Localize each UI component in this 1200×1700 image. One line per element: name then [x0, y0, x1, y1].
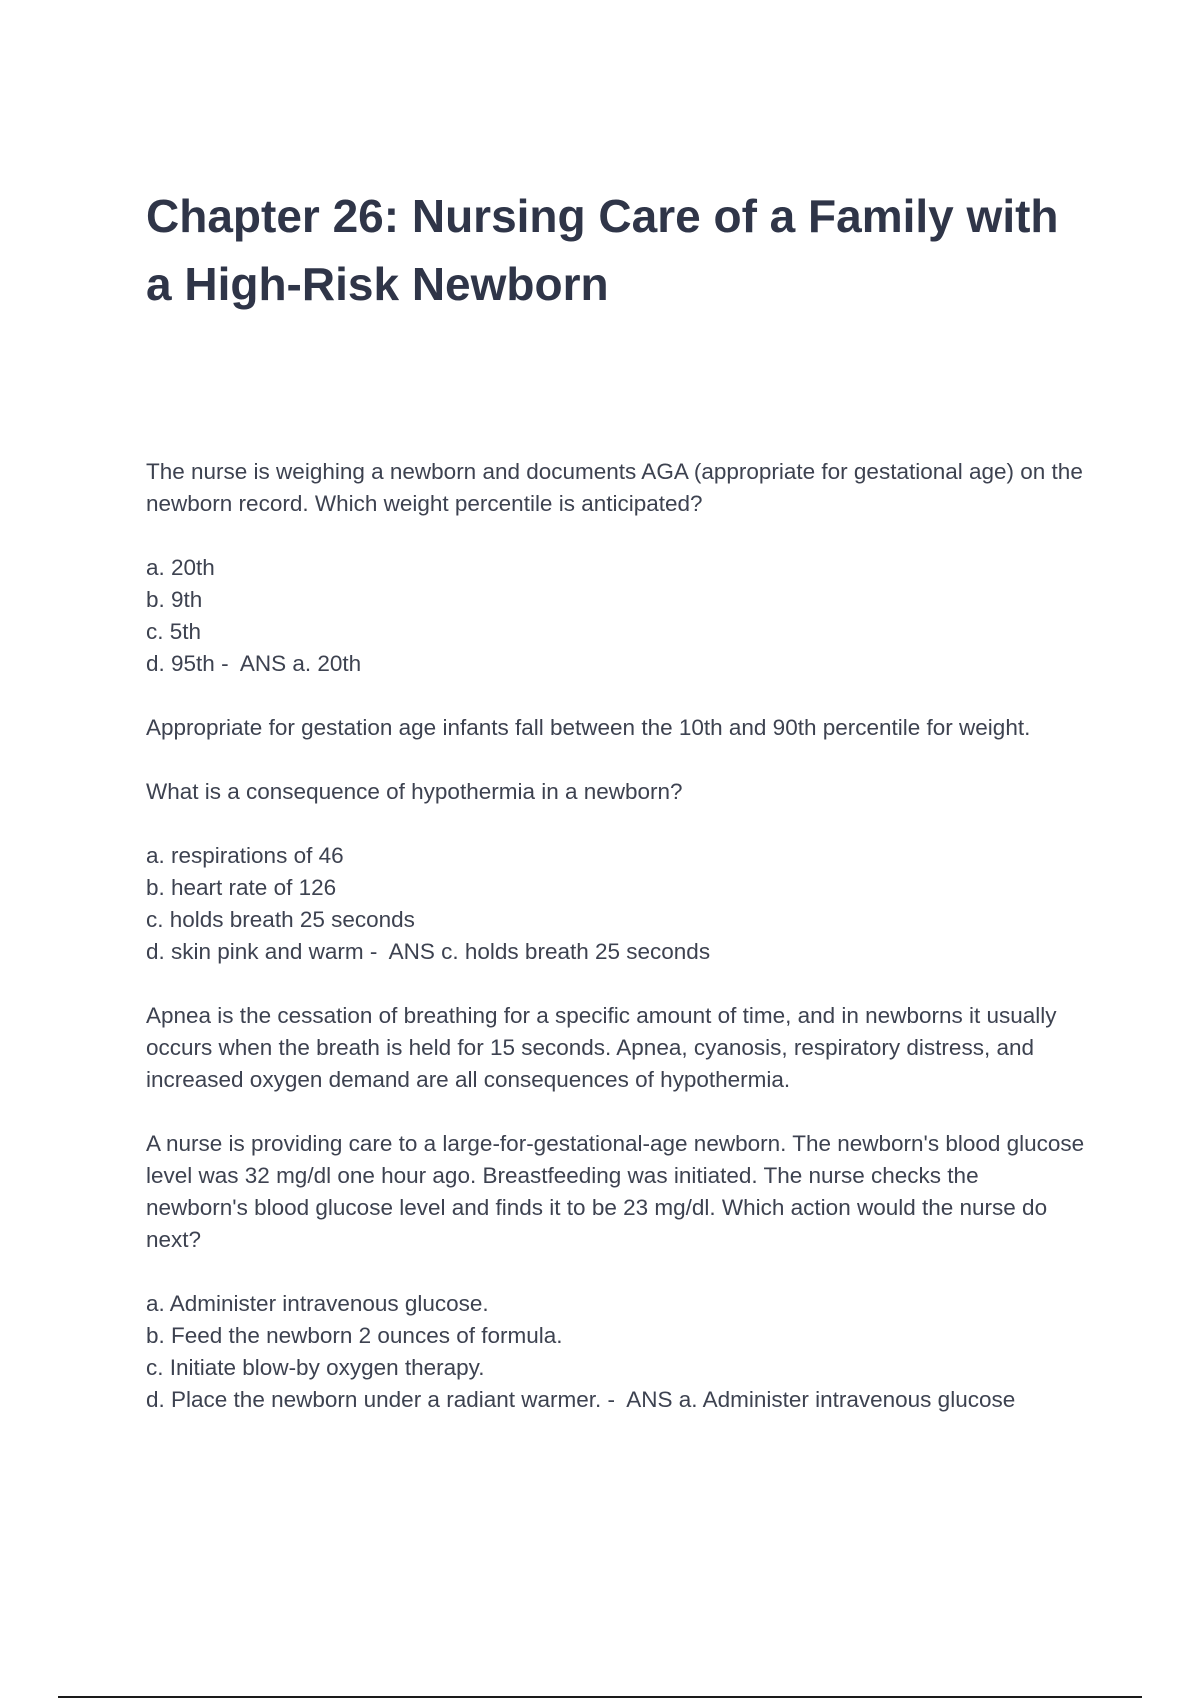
question-3-option-b: b. Feed the newborn 2 ounces of formula. — [146, 1323, 563, 1348]
question-3-option-c: c. Initiate blow-by oxygen therapy. — [146, 1355, 485, 1380]
question-1-option-d-with-answer — [146, 648, 1086, 680]
question-3-option-d: d. Place the newborn under a radiant warmer. — [146, 1387, 602, 1412]
document-body — [146, 456, 1086, 1448]
question-3-option-d-with-answer — [146, 1384, 1086, 1416]
question-3-option-a: a. Administer intravenous glucose. — [146, 1291, 489, 1316]
question-1-answer: ANS a. 20th — [239, 651, 362, 676]
question-2-answer: ANS c. holds breath 25 seconds — [388, 939, 711, 964]
question-2-option-a: a. respirations of 46 — [146, 843, 344, 868]
question-2-stem: What is a consequence of hypothermia in a newborn? — [146, 779, 683, 804]
question-1-option-c: c. 5th — [146, 619, 202, 644]
footer-divider — [58, 1696, 1142, 1698]
question-3-answer: ANS a. Administer intravenous glucose — [626, 1387, 1016, 1412]
question-2-option-d-with-answer — [146, 936, 1086, 968]
answer-separator: - — [601, 1387, 627, 1412]
question-1-options — [146, 552, 1086, 680]
chapter-title: Chapter 26: Nursing Care of a Family with a High-Risk Newborn — [146, 190, 1059, 310]
answer-separator: - — [363, 939, 389, 964]
question-3-options — [146, 1288, 1086, 1416]
question-1-option-a: a. 20th — [146, 555, 215, 580]
question-1-option-b: b. 9th — [146, 587, 203, 612]
question-1-stem: The nurse is weighing a newborn and documents AGA (appropriate for gestational age) on the newborn record. Which weight percentile is anticipated? — [146, 459, 1083, 516]
question-2-options — [146, 840, 1086, 968]
question-3-stem: A nurse is providing care to a large-for-gestational-age newborn. The newborn's blood glucose level was 32 mg/dl one hour ago. Breastfeeding was initiated. The nurse checks the newborn's blood glucose level and finds it to be 23 mg/dl. Which action would the nurse do next? — [146, 1131, 1085, 1252]
question-2-option-c: c. holds breath 25 seconds — [146, 907, 415, 932]
answer-separator: - — [214, 651, 240, 676]
question-2-rationale: Apnea is the cessation of breathing for a specific amount of time, and in newborns it usually occurs when the breath is held for 15 seconds. Apnea, cyanosis, respiratory distress, and increased oxygen demand are all consequences of hypothermia. — [146, 1003, 1057, 1092]
question-2-option-b: b. heart rate of 126 — [146, 875, 337, 900]
question-2-option-d: d. skin pink and warm — [146, 939, 364, 964]
question-1-rationale: Appropriate for gestation age infants fall between the 10th and 90th percentile for weight. — [146, 715, 1031, 740]
question-1-option-d: d. 95th — [146, 651, 215, 676]
